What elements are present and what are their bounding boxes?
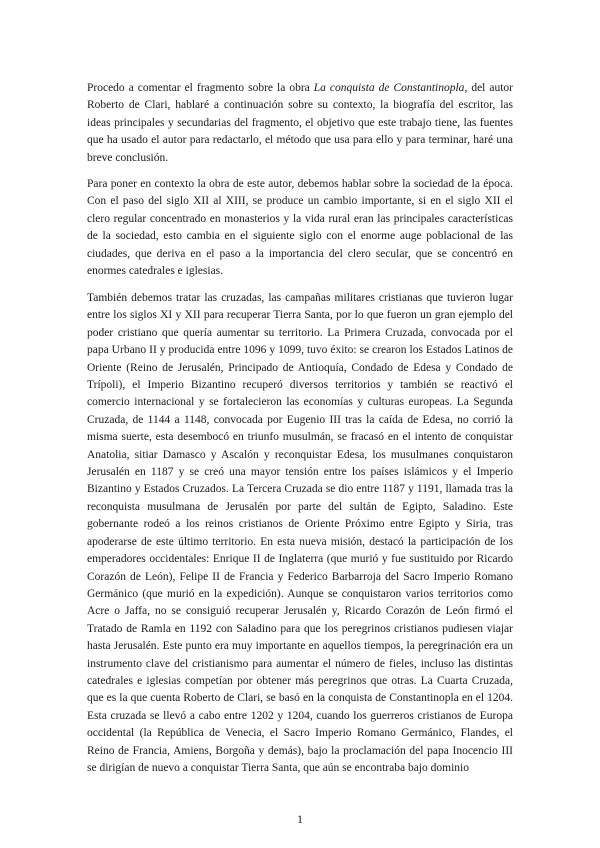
paragraph-introduction: [87, 80, 513, 167]
paragraph-crusades: También debemos tratar las cruzadas, las campañas militares cristianas que tuvieron lugar entre los siglos XI y XII para recuperar Tierra Santa, por lo que fueron un gran ejemplo del poder cristiano que quería aumentar su territorio. La Primera Cruzada, convocada por el papa Urbano II y producida entre 1096 y 1099, tuvo éxito: se crearon los Estados Latinos de Oriente (Reino de Jerusalén, Principado de Antioquía, Condado de Edesa y Condado de Trípoli), el Imperio Bizantino recuperó diversos territorios y también se reactivó el comercio internacional y se fortalecieron las economías y culturas europeas. La Segunda Cruzada, de 1144 a 1148, convocada por Eugenio III tras la caída de Edesa, no corrió la misma suerte, esta desembocó en triunfo musulmán, se fracasó en el intento de conquistar Anatolia, sitiar Damasco y Ascalón y reconquistar Edesa, los musulmanes conquistaron Jerusalén en 1187 y se creó una mayor tensión entre los países islámicos y el Imperio Bizantino y Estados Cruzados. La Tercera Cruzada se dio entre 1187 y 1191, llamada tras la reconquista musulmana de Jerusalén por parte del sultán de Egipto, Saladino. Este gobernante rodeó a los reinos cristianos de Oriente Próximo entre Egipto y Siria, tras apoderarse de este último territorio. En esta nueva misión, destacó la participación de los emperadores occidentales: Enrique II de Inglaterra (que murió y fue sustituido por Ricardo Corazón de León), Felipe II de Francia y Federico Barbarroja del Sacro Imperio Romano Germánico (que murió en la expedición). Aunque se conquistaron varios territorios como Acre o Jaffa, no se consiguió recuperar Jerusalén y, Ricardo Corazón de León firmó el Tratado de Ramla en 1192 con Saladino para que los peregrinos cristianos pudiesen viajar hasta Jerusalén. Este punto era muy importante en aquellos tiempos, la peregrinación era un instrumento clave del cristianismo para aumentar el número de fieles, incluso las distintas catedrales e iglesias competían por obtener más peregrinos que otras. La Cuarta Cruzada, que es la que cuenta Roberto de Clari, se basó en la conquista de Constantinopla en el 1204. Esta cruzada se llevó a cabo entre 1202 y 1204, cuando los guerreros cristianos de Europa occidental (la República de Venecia, el Sacro Imperio Romano Germánico, Flandes, el Reino de Francia, Amiens, Borgoña y demás), bajo la proclamación del papa Inocencio III se dirigían de nuevo a conquistar Tierra Santa, que aún se encontraba bajo dominio: [87, 292, 513, 774]
intro-text-after-title: , del autor Roberto de Clari, hablaré a continuación sobre su contexto, la biografía del escritor, las ideas principales y secundarias del fragmento, el objetivo que este trabajo tiene, las fuentes que ha usado el autor para redactarlo, el método que usa para ello y para terminar, haré una breve conclusión.: [87, 82, 513, 164]
page-number: 1: [297, 812, 303, 826]
work-title: La conquista de Constantinopla: [313, 82, 465, 94]
paragraph-context: Para poner en contexto la obra de este autor, debemos hablar sobre la sociedad de la época. Con el paso del siglo XII al XIII, se produce un cambio importante, si en el siglo XII el clero regular concentrado en monasterios y la vida rural eran las principales características de la sociedad, esto cambia en el siguiente siglo con el enorme auge poblacional de las ciudades, que deriva en el paso a la importancia del clero secular, que se concentró en enormes catedrales e iglesias.: [87, 178, 513, 278]
intro-text-before-title: Procedo a comentar el fragmento sobre la obra: [87, 82, 314, 94]
